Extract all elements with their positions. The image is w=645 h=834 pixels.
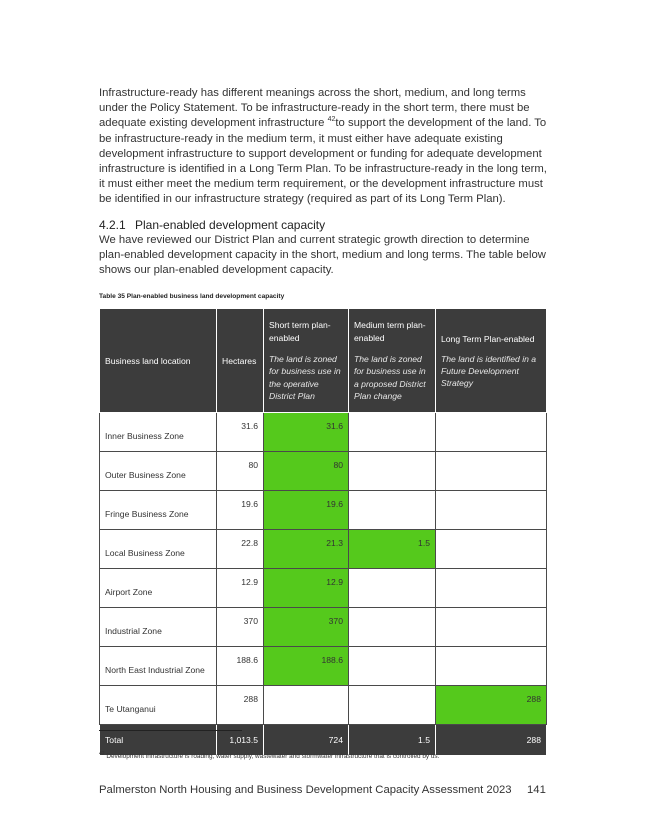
table-row [100, 530, 547, 569]
cell-location: Industrial Zone [100, 608, 217, 647]
cell-location: Te Utanganui [100, 686, 217, 725]
cell-medium-term: 1.5 [349, 725, 436, 756]
footnote-number: 42 [99, 751, 105, 757]
section-paragraph: We have reviewed our District Plan and current strategic growth direction to determine plan-enabled development capacity in the short, medium and long terms. The table below shows our plan-enabled development capacity. [99, 234, 546, 277]
cell-short-term [264, 686, 349, 725]
cell-medium-term [349, 608, 436, 647]
table-header-row [100, 309, 547, 413]
short-term-desc: The land is zoned for business use in the operative District Plan [269, 354, 341, 401]
cell-short-term: 188.6 [264, 647, 349, 686]
cell-short-term: 21.3 [264, 530, 349, 569]
header-location: Business land location [100, 309, 217, 413]
header-medium-term [349, 309, 436, 413]
cell-hectares: 370 [217, 608, 264, 647]
cell-location: Airport Zone [100, 569, 217, 608]
cell-hectares: 31.6 [217, 413, 264, 452]
cell-hectares: 22.8 [217, 530, 264, 569]
cell-medium-term: 1.5 [349, 530, 436, 569]
cell-short-term: 724 [264, 725, 349, 756]
cell-long-term [436, 569, 547, 608]
section-title: Plan-enabled development capacity [135, 218, 326, 232]
cell-location: Local Business Zone [100, 530, 217, 569]
cell-long-term: 288 [436, 686, 547, 725]
medium-term-title: Medium term plan-enabled [354, 320, 426, 343]
cell-medium-term [349, 413, 436, 452]
medium-term-desc: The land is zoned for business use in a proposed District Plan change [354, 354, 426, 401]
cell-medium-term [349, 686, 436, 725]
cell-location: Fringe Business Zone [100, 491, 217, 530]
section-heading [99, 218, 325, 232]
cell-location: Inner Business Zone [100, 413, 217, 452]
page-number: 141 [527, 784, 546, 796]
table-row [100, 686, 547, 725]
cell-hectares: 288 [217, 686, 264, 725]
long-term-title: Long Term Plan-enabled [441, 334, 535, 344]
cell-location: Total [100, 725, 217, 756]
table-row [100, 569, 547, 608]
cell-hectares: 1,013.5 [217, 725, 264, 756]
intro-text-start: Infrastructure-ready has different meanings across the short, medium, and long terms under the Policy Statement. To be infrastructure-ready in the short term, there must be adequate existing development infrastructure [99, 87, 530, 130]
cell-hectares: 80 [217, 452, 264, 491]
cell-medium-term [349, 491, 436, 530]
cell-long-term [436, 452, 547, 491]
cell-long-term [436, 647, 547, 686]
cell-short-term: 12.9 [264, 569, 349, 608]
header-short-term [264, 309, 349, 413]
table-row [100, 413, 547, 452]
intro-text-end: to support the development of the land. To be infrastructure-ready in the medium term, it must either have adequate existing development infrastructure to support development or funding for adequate development infrastructure is identified in a Long Term Plan. To be infrastructure-ready in the long term, it must either meet the medium term requirement, or the development infrastructure must be identified in our infrastructure strategy (required as part of its Long Term Plan). [99, 117, 547, 206]
cell-hectares: 12.9 [217, 569, 264, 608]
table-row [100, 452, 547, 491]
cell-medium-term [349, 647, 436, 686]
table-row [100, 647, 547, 686]
cell-short-term: 370 [264, 608, 349, 647]
section-number: 4.2.1 [99, 218, 126, 232]
footnote-text: Development infrastructure is roading, water supply, wastewater and stormwater infrastructure that is controlled by us. [104, 753, 440, 761]
intro-paragraph [99, 86, 551, 208]
cell-short-term: 80 [264, 452, 349, 491]
table-body [100, 413, 547, 756]
cell-long-term [436, 491, 547, 530]
table-caption: Table 35 Plan-enabled business land development capacity [99, 293, 285, 300]
footnote [99, 751, 439, 760]
table-row [100, 491, 547, 530]
cell-medium-term [349, 452, 436, 491]
cell-hectares: 188.6 [217, 647, 264, 686]
cell-location: North East Industrial Zone [100, 647, 217, 686]
header-hectares: Hectares [217, 309, 264, 413]
cell-long-term [436, 413, 547, 452]
cell-long-term [436, 530, 547, 569]
table-row [100, 608, 547, 647]
long-term-desc: The land is identified in a Future Development Strategy [441, 354, 537, 389]
cell-hectares: 19.6 [217, 491, 264, 530]
cell-short-term: 19.6 [264, 491, 349, 530]
cell-location: Outer Business Zone [100, 452, 217, 491]
short-term-title: Short term plan-enabled [269, 320, 331, 343]
footnote-reference[interactable]: 42 [327, 116, 336, 124]
footnote-divider [99, 730, 242, 731]
page-footer-title: Palmerston North Housing and Business Development Capacity Assessment 2023 [99, 784, 512, 796]
cell-long-term: 288 [436, 725, 547, 756]
cell-medium-term [349, 569, 436, 608]
cell-long-term [436, 608, 547, 647]
capacity-table [99, 308, 547, 756]
cell-short-term: 31.6 [264, 413, 349, 452]
header-long-term [436, 309, 547, 413]
